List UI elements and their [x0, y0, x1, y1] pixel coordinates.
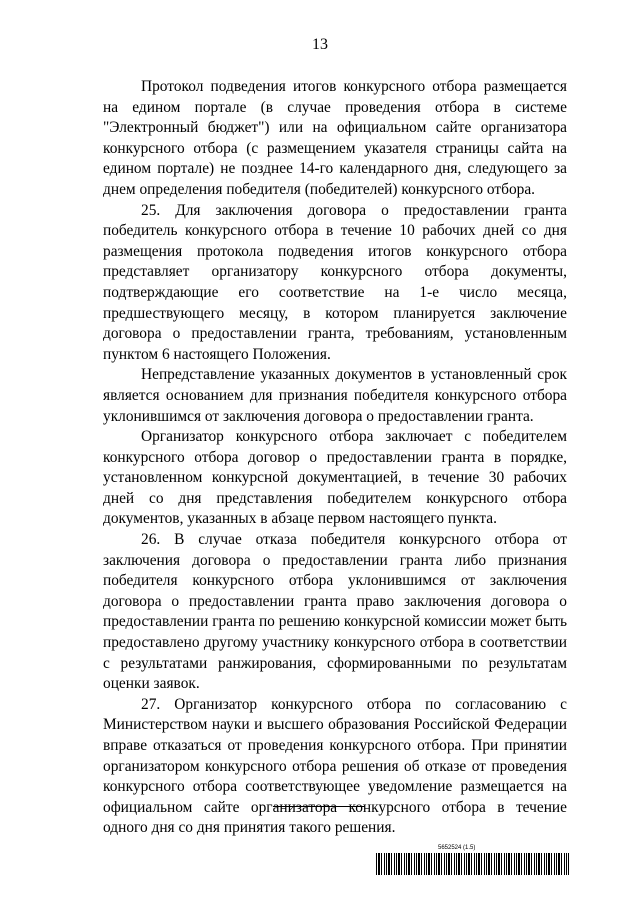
- page-number: 13: [312, 36, 328, 53]
- paragraph-non-submission: Непредставление указанных документов в установленный срок является основанием для признания победителя конкурсного отбора уклонившимся от заключения договора о предоставлении гранта.: [103, 366, 567, 425]
- paragraph-organizer-contract: Организатор конкурсного отбора заключает с победителем конкурсного отбора договор о предоставлении гранта в порядке, установленном конкурсной документацией, в течение 30 рабочих дней со дня представления победителем конкурсного отбора документов, указанных в абзаце первом настоящего пункта.: [103, 428, 567, 528]
- closing-rule: [273, 806, 365, 807]
- barcode: [376, 853, 569, 875]
- paragraph-27: 27. Организатор конкурсного отбора по согласованию с Министерством науки и высшего образования Российской Федерации вправе отказаться от проведения конкурсного отбора. При принятии организатором конкурсного отбора решения об отказе от проведения конкурсного отбора соответствующее уведомление размещается на официальном сайте организатора конкурсного отбора в течение одного дня со дня принятия такого решения.: [103, 695, 567, 837]
- paragraph-26: 26. В случае отказа победителя конкурсного отбора от заключения договора о предоставлении гранта либо признания победителя конкурсного отбора уклонившимся от заключения договора о предоставлении гранта право заключения договора о предоставлении гранта по решению конкурсной комиссии может быть предоставлено другому участнику конкурсного отбора в соответствии с результатами ранжирования, сформированными по результатам оценки заявок.: [103, 531, 567, 693]
- document-body: [103, 77, 567, 839]
- document-code: 5652524 (1.5): [438, 845, 476, 851]
- paragraph-25: 25. Для заключения договора о предоставлении гранта победитель конкурсного отбора в течение 10 рабочих дней со дня размещения протокола подведения итогов конкурсного отбора представляет организатору конкурсного отбора документы, подтверждающие его соответствие на 1-е число месяца, предшествующего месяцу, в котором планируется заключение договора о предоставлении гранта, требованиям, установленным пунктом 6 настоящего Положения.: [103, 201, 567, 363]
- paragraph-protocol: Протокол подведения итогов конкурсного отбора размещается на едином портале (в случае проведения отбора в системе "Электронный бюджет") или на официальном сайте организатора конкурсного отбора (с размещением указателя страницы сайта на едином портале) не позднее 14-го календарного дня, следующего за днем определения победителя (победителей) конкурсного отбора.: [103, 78, 567, 198]
